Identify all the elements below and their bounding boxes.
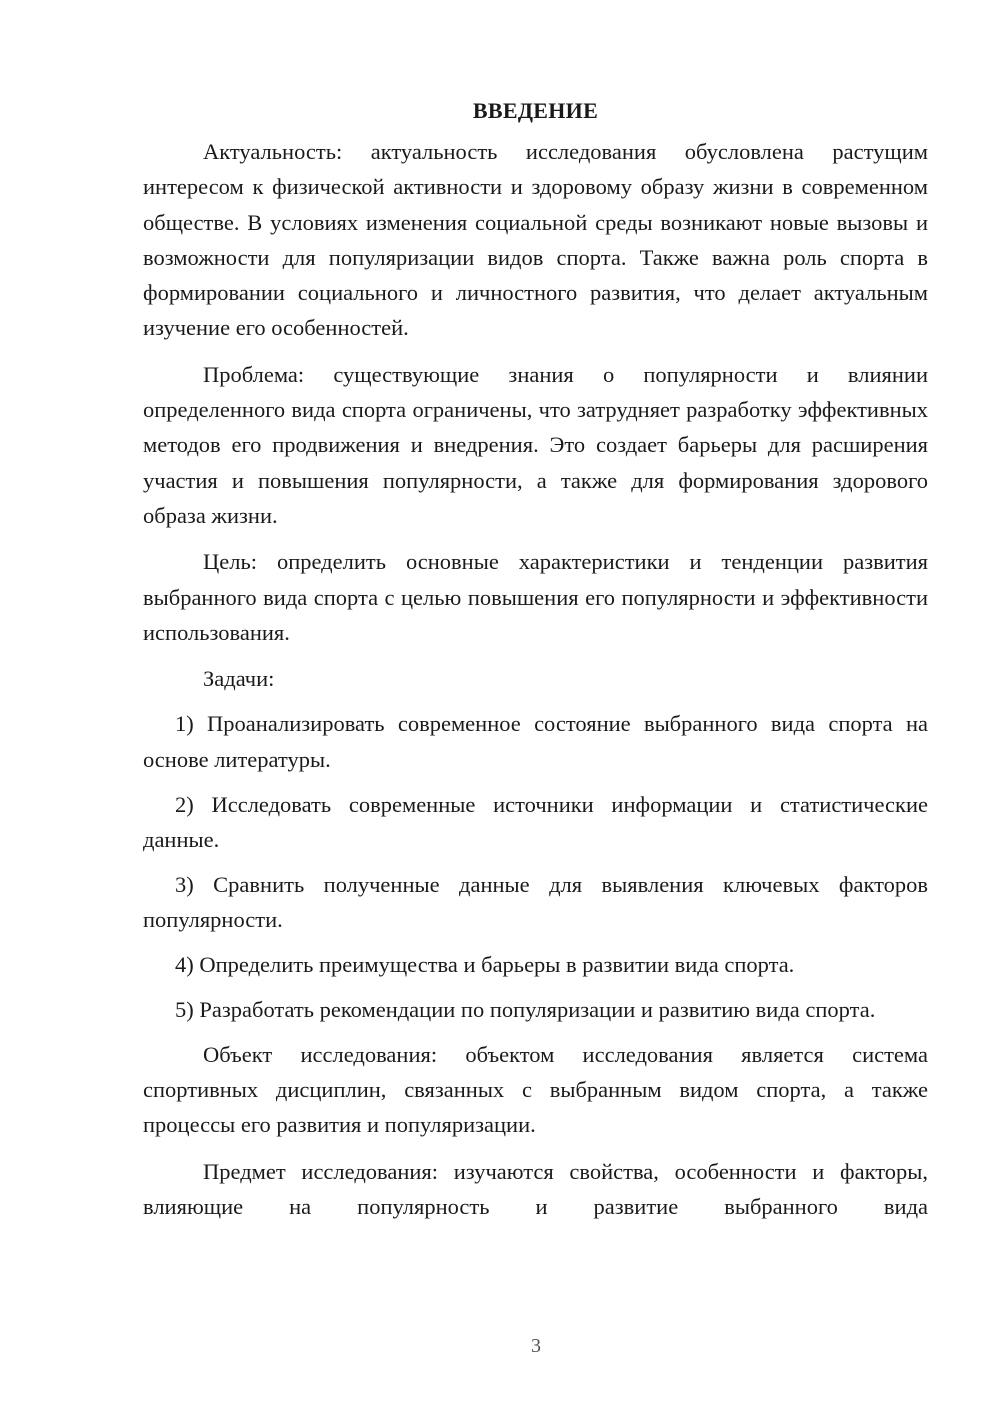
paragraph-object: Объект исследования: объектом исследования является система спортивных дисциплин, связанных с выбранным видом спорта, а также процессы его развития и популяризации. [143, 1041, 928, 1138]
paragraph-subject: Предмет исследования: изучаются свойства, особенности и факторы, влияющие на популярность и развитие выбранного вида [143, 1158, 928, 1220]
paragraph-relevance: Актуальность: актуальность исследования обусловлена растущим интересом к физической активности и здоровому образу жизни в современном обществе. В условиях изменения социальной среды возникают новые вызовы и возможности для популяризации видов спорта. Также важна роль спорта в формировании социального и личностного развития, что делает актуальным изучение его особенностей. [143, 139, 928, 341]
task-item-3: 3) Сравнить полученные данные для выявления ключевых факторов популярности. [143, 871, 928, 932]
task-item-2: 2) Исследовать современные источники информации и статистические данные. [143, 791, 928, 852]
task-item-5: 5) Разработать рекомендации по популяризации и развитию вида спорта. [175, 997, 876, 1023]
task-item-4: 4) Определить преимущества и барьеры в развитии вида спорта. [175, 951, 795, 977]
document-page [143, 94, 928, 1224]
tasks-label: Задачи: [203, 666, 275, 692]
section-heading: ВВЕДЕНИЕ [472, 98, 599, 123]
task-item-1: 1) Проанализировать современное состояние выбранного вида спорта на основе литературы. [143, 711, 928, 772]
page-number: 3 [531, 1335, 541, 1357]
paragraph-goal: Цель: определить основные характеристики и тенденции развития выбранного вида спорта с целью повышения его популярности и эффективности использования. [143, 549, 928, 645]
paragraph-problem: Проблема: существующие знания о популярности и влиянии определенного вида спорта ограничены, что затрудняет разработку эффективных методов его продвижения и внедрения. Это создает барьеры для расширения участия и повышения популярности, а также для формирования здорового образа жизни. [143, 361, 928, 528]
